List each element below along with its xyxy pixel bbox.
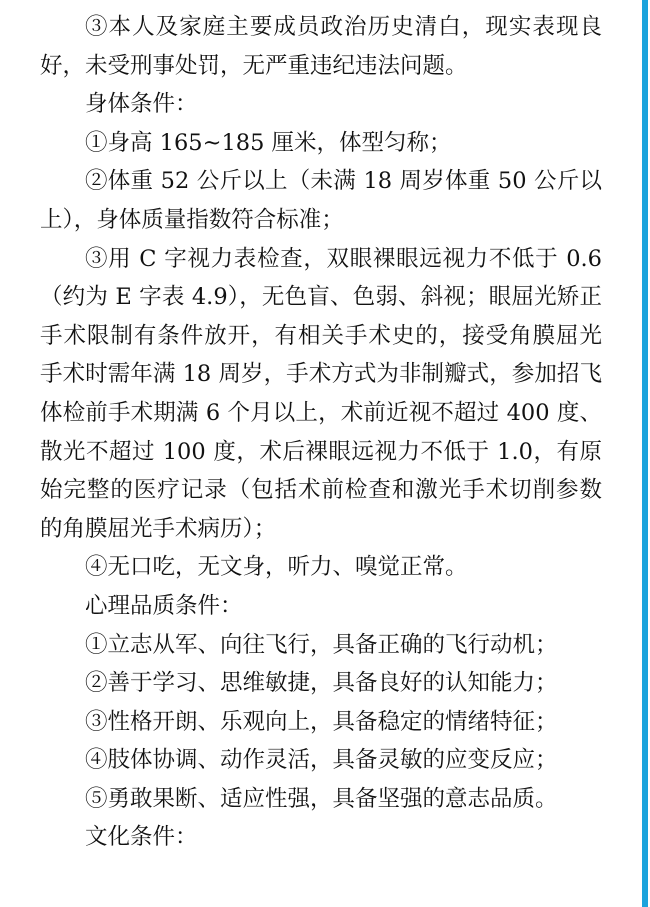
right-margin-rule [642,0,648,907]
paragraph-emotion: ③性格开朗、乐观向上，具备稳定的情绪特征； [85,708,558,735]
paragraph-speech-hearing: ④无口吃，无文身，听力、嗅觉正常。 [85,554,468,581]
paragraph-political-background: ③本人及家庭主要成员政治历史清白，现实表现良好，未受刑事处罚，无严重违纪违法问题。 [40,14,602,79]
paragraph-height: ①身高 165~185 厘米，体型匀称； [85,129,452,156]
paragraph-willpower: ⑤勇敢果断、适应性强，具备坚强的意志品质。 [85,785,558,812]
paragraph-motivation: ①立志从军、向往飞行，具备正确的飞行动机； [85,631,558,658]
paragraph-vision: ③用 C 字视力表检查，双眼裸眼远视力不低于 0.6（约为 E 字表 4.9），无色盲、色弱、斜视；眼屈光矫正手术限制有条件放开，有相关手术史的，接受角膜屈光手术时需年满 18 周岁，手术方式为非制瓣式，参加招飞体检前手术期满 6 个月以上，术前近视不超过 400 度、散光不超过 100 度，术后裸眼远视力不低于 1.0，有原始完整的医疗记录（包括术前检查和激光手术切削参数的角膜屈光手术病历）； [40,245,602,542]
body-text [40,8,602,857]
heading-cultural-conditions: 文化条件： [85,824,198,851]
paragraph-weight: ②体重 52 公斤以上（未满 18 周岁体重 50 公斤以上），身体质量指数符合标准； [40,168,602,233]
paragraph-cognition: ②善于学习、思维敏捷，具备良好的认知能力； [85,670,558,697]
paragraph-reaction: ④肢体协调、动作灵活，具备灵敏的应变反应； [85,747,558,774]
heading-physical-conditions: 身体条件： [85,91,198,118]
heading-psychological-conditions: 心理品质条件： [85,592,243,619]
